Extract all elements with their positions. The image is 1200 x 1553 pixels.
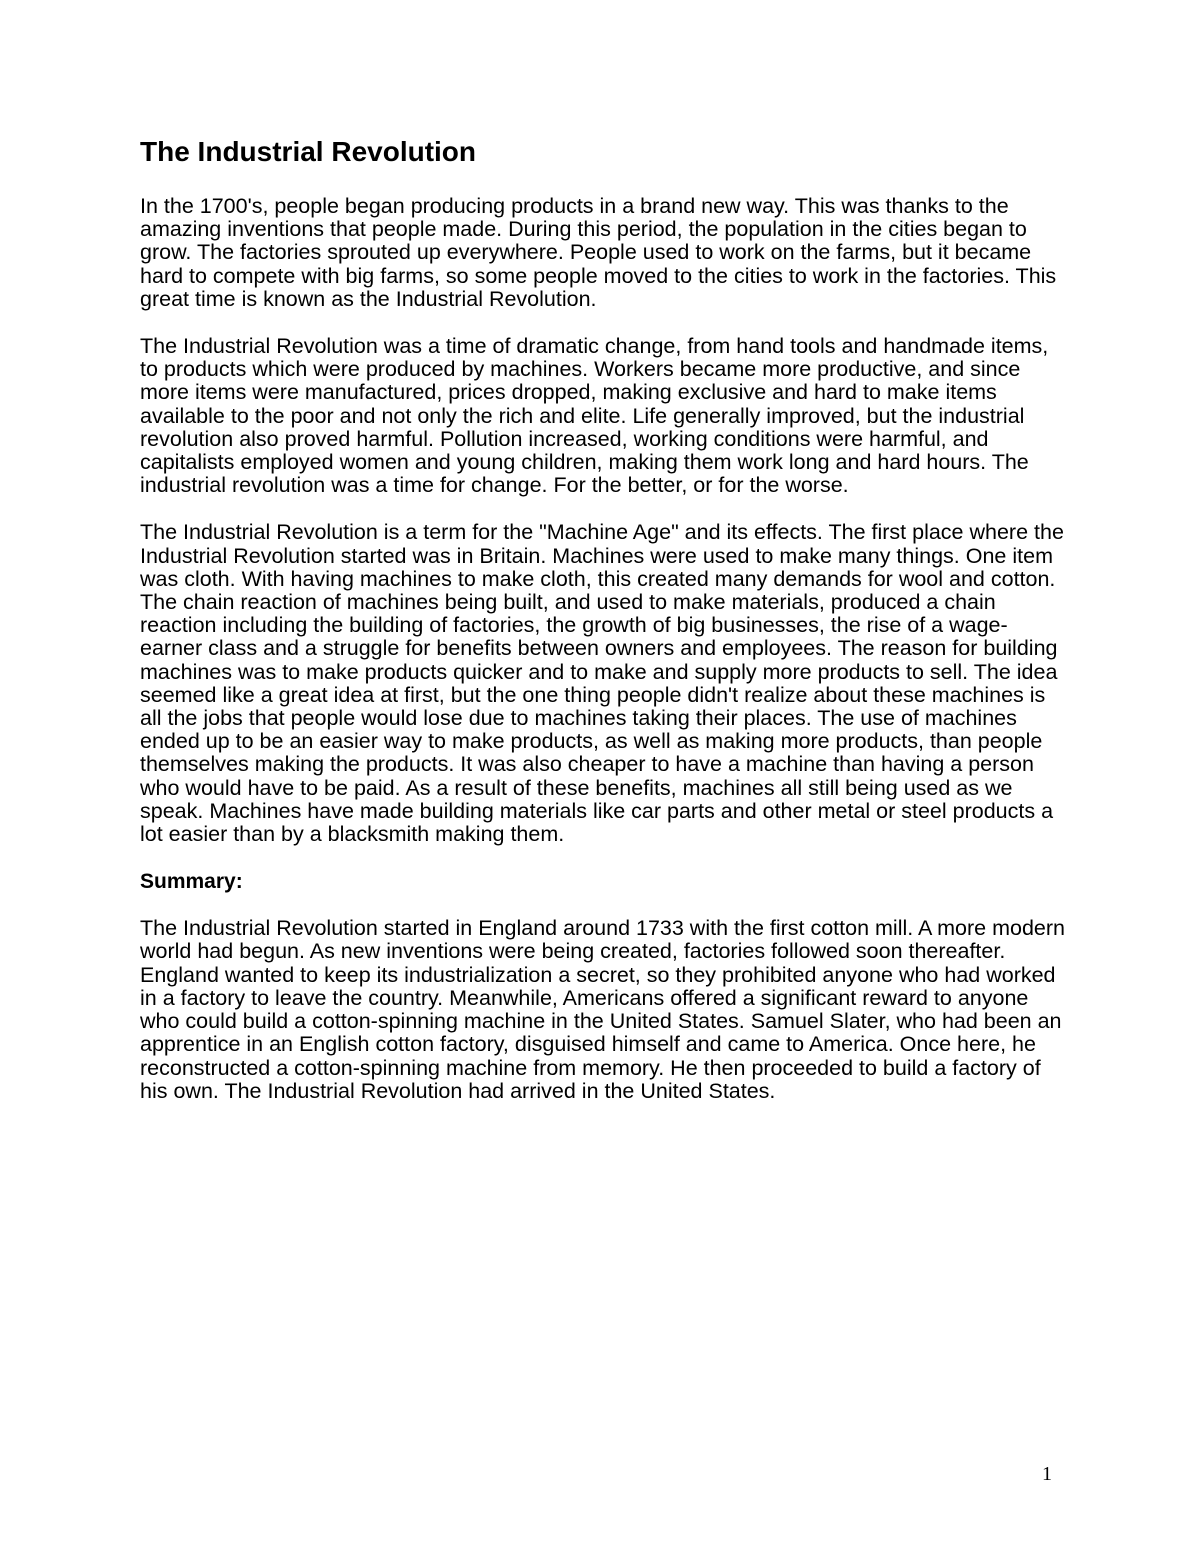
summary-paragraph: The Industrial Revolution started in England around 1733 with the first cotton mill. A more modern world had begun. As new inventions were being created, factories followed soon thereafter. England wanted to keep its industrialization a secret, so they prohibited anyone who had worked in a factory to leave the country. Meanwhile, Americans offered a significant reward to anyone who could build a cotton-spinning machine in the United States. Samuel Slater, who had been an apprentice in an English cotton factory, disguised himself and came to America. Once here, he reconstructed a cotton-spinning machine from memory. He then proceeded to build a factory of his own. The Industrial Revolution had arrived in the United States. [140, 916, 1066, 1103]
paragraph-machine-age: The Industrial Revolution is a term for the "Machine Age" and its effects. The first place where the Industrial Revolution started was in Britain. Machines were used to make many things. One item was cloth. With having machines to make cloth, this created many demands for wool and cotton. The chain reaction of machines being built, and used to make materials, produced a chain reaction including the building of factories, the growth of big businesses, the rise of a wage-earner class and a struggle for benefits between owners and employees. The reason for building machines was to make products quicker and to make and supply more products to sell. The idea seemed like a great idea at first, but the one thing people didn't realize about these machines is all the jobs that people would lose due to machines taking their places. The use of machines ended up to be an easier way to make products, as well as making more products, than people themselves making the products. It was also cheaper to have a machine than having a person who would have to be paid. As a result of these benefits, machines all still being used as we speak. Machines have made building materials like car parts and other metal or steel products a lot easier than by a blacksmith making them. [140, 520, 1064, 847]
document-title: The Industrial Revolution [140, 136, 477, 167]
paragraph-intro: In the 1700's, people began producing products in a brand new way. This was thanks to the amazing inventions that people made. During this period, the population in the cities began to grow. The factories sprouted up everywhere. People used to work on the farms, but it became hard to compete with big farms, so some people moved to the cities to work in the factories. This great time is known as the Industrial Revolution. [140, 194, 1057, 311]
page-number: 1 [1042, 1463, 1052, 1485]
summary-heading: Summary: [140, 870, 243, 894]
document-body [140, 134, 1065, 1127]
paragraph-change: The Industrial Revolution was a time of dramatic change, from hand tools and handmade items, to products which were produced by machines. Workers became more productive, and since more items were manufactured, prices dropped, making exclusive and hard to make items available to the poor and not only the rich and elite. Life generally improved, but the industrial revolution also proved harmful. Pollution increased, working conditions were harmful, and capitalists employed women and young children, making them work long and hard hours. The industrial revolution was a time for change. For the better, or for the worse. [140, 334, 1049, 498]
